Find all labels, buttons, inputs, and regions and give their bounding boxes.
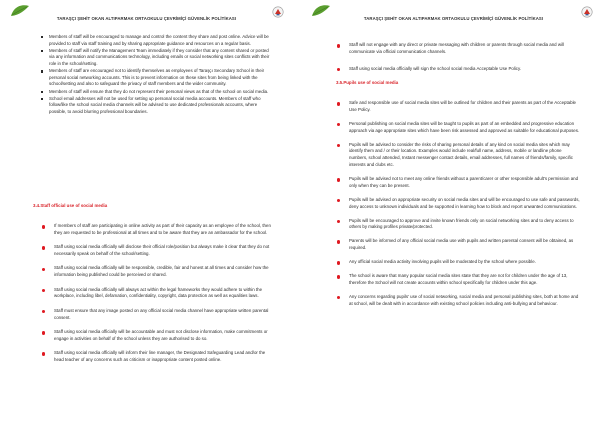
list-item: Staff using social media officially will be accountable and must not disclose information, make commitments or engage in activities on behalf of the school unless they are authorised to do so.	[40, 329, 272, 343]
list-item: Pupils will be advised on appropriate security on social media sites and will be encouraged to use safe and passwords, deny access to unknown individuals and be supported in learning how to block and report unwanted communications.	[335, 197, 580, 211]
list-item: Members of staff are encouraged not to identify themselves as employees of Taraşçı Secondary School in their personal social networking accounts. This is to prevent information on these sites from being linked with the school/setting and also to safeguard the privacy of staff members and the wider community.	[38, 68, 270, 88]
list-item: School email addresses will not be used for setting up personal social media accounts. Members of staff who follow/like the school social media channels will be advised to use dedicated professionals accounts, where possible, to avoid blurring professional boundaries.	[38, 96, 270, 116]
list-item: Members of staff will notify the Management Team immediately if they consider that any content shared or posted via any information and communications technology, including emails or social networking sites conflicts with their role in the school/setting.	[38, 48, 270, 68]
list-item: Safe and responsible use of social media sites will be outlined for children and their parents as part of the Acceptable Use Policy.	[335, 100, 580, 114]
list-item: Personal publishing on social media sites will be taught to pupils as part of an embedded and progressive education approach via age appropriate sites which have been risk assessed and approved as suitable for educational purposes.	[335, 121, 580, 135]
staff-messaging-list	[335, 42, 580, 82]
intro-bullet-list	[38, 34, 270, 116]
school-logo-icon	[271, 6, 285, 18]
list-item: Staff using social media officially will always act within the legal frameworks they would adhere to within the workplace, including libel, defamation, confidentiality, copyright, data protection as well as equalities laws.	[40, 287, 272, 301]
left-page	[0, 0, 293, 424]
section-heading: 3.4.Staff official use of social media	[33, 203, 108, 208]
list-item: Pupils will be advised not to meet any online friends without a parent/carer or other responsible adult's permission and only when they can be present.	[335, 176, 580, 190]
list-item: Members of staff will ensure that they do not represent their personal views as that of the school on social media.	[38, 89, 270, 96]
school-logo-icon	[580, 6, 594, 18]
pupils-social-media-list	[335, 100, 580, 315]
list-item: Staff using social media officially will disclose their official role/position but always make it clear that they do not necessarily speak on behalf of the school/setting.	[40, 244, 272, 258]
list-item: Staff using social media officially will sign the school social media Acceptable Use Policy.	[335, 66, 580, 73]
list-item: The school is aware that many popular social media sites state that they are not for children under the age of 13, therefore the School will not create accounts within school specifically for children under this age.	[335, 273, 580, 287]
list-item: Pupils will be advised to consider the risks of sharing personal details of any kind on social media sites which may identify them and / or their location. Examples would include real/full name, address, mobile or landline phone numbers, school attended, Instant messenger contact details, email addresses, full names of friends/family, specific interests and clubs etc.	[335, 142, 580, 169]
header-title: TARAŞÇI ŞEHİT OKAN ALTIPARMAK ORTAOKULU ÇEVRİMİÇİ GÜVENLİK POLİTİKASI	[56, 16, 237, 21]
page-header	[307, 0, 600, 26]
list-item: Staff using social media officially will inform their line manager, the Designated Safeguarding Lead and/or the head teacher of any concerns such as criticism or inappropriate content posted online.	[40, 350, 272, 364]
section-heading: 3.5.Pupils use of social media	[336, 80, 399, 85]
right-page	[307, 0, 600, 424]
list-item: Members of staff will be encouraged to manage and control the content they share and post online. Advice will be provided to staff via staff training and by sharing appropriate guidance and resources on a regular basis.	[38, 34, 270, 47]
header-title: TARAŞÇI ŞEHİT OKAN ALTIPARMAK ORTAOKULU ÇEVRİMİÇİ GÜVENLİK POLİTİKASI	[363, 16, 544, 21]
list-item: Staff using social media officially will be responsible, credible, fair and honest at all times and consider how the information being published could be perceived or shared.	[40, 265, 272, 279]
list-item: Parents will be informed of any official social media use with pupils and written parental consent will be obtained, as required.	[335, 238, 580, 252]
list-item: If members of staff are participating in online activity as part of their capacity as an employee of the school, then they are requested to be professional at all times and to be aware that they are an ambassador for the school.	[40, 223, 272, 237]
intro-section	[38, 34, 270, 116]
list-item: Staff will not engage with any direct or private messaging with children or parents through social media and will communicate via official communication channels.	[335, 42, 580, 56]
list-item: Any concerns regarding pupils' use of social networking, social media and personal publishing sites, both at home and at school, will be dealt with in accordance with existing school policies including anti-bullying and behaviour.	[335, 294, 580, 308]
page-header	[0, 0, 293, 26]
staff-official-use-list	[40, 223, 272, 371]
list-item: Pupils will be encouraged to approve and invite known friends only on social networking sites and to deny access to others by making profiles private/protected.	[335, 218, 580, 232]
list-item: Any official social media activity involving pupils will be moderated by the school where possible.	[335, 259, 580, 266]
list-item: Staff must ensure that any image posted on any official social media channel have appropriate written parental consent.	[40, 308, 272, 322]
